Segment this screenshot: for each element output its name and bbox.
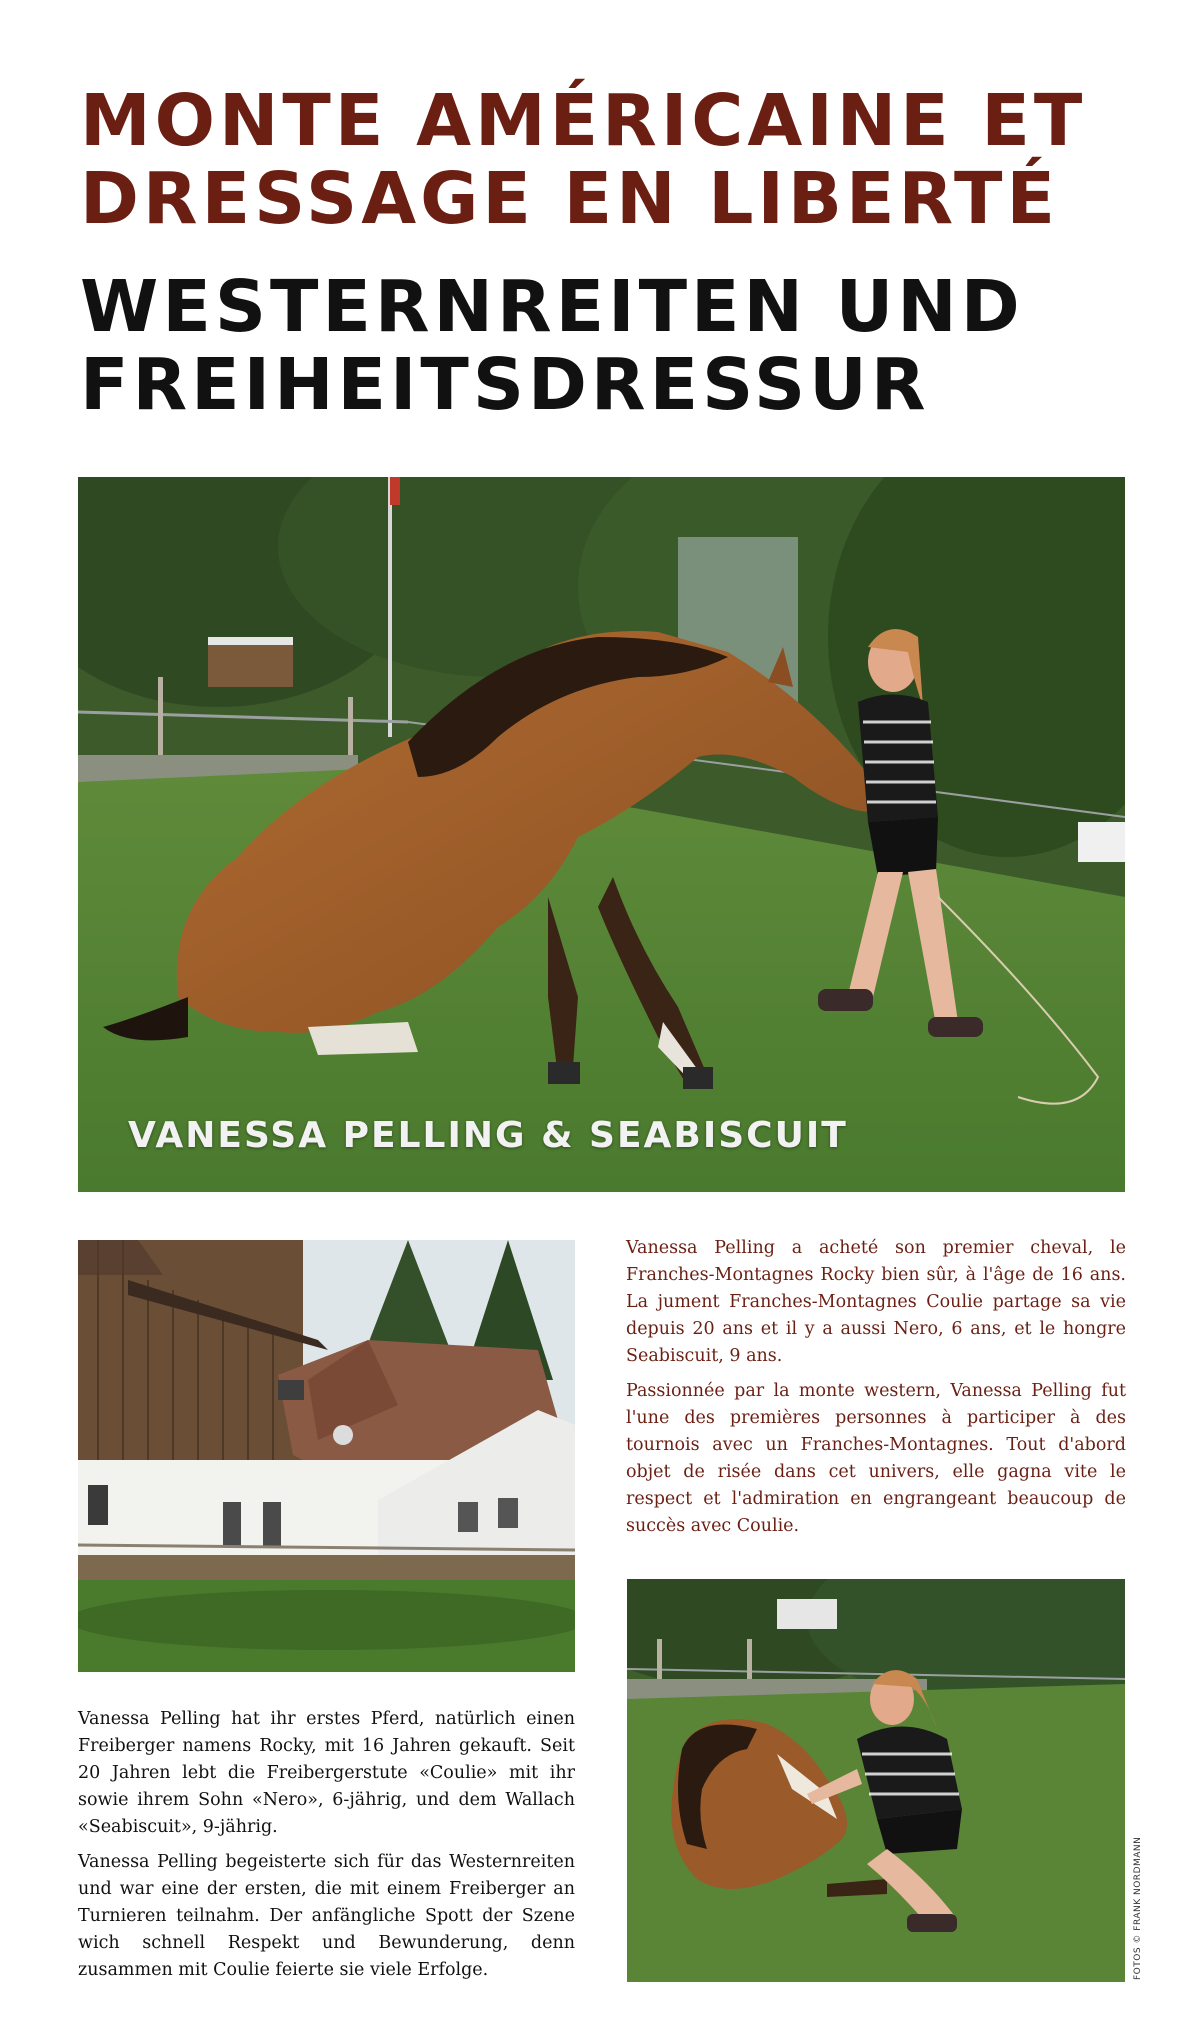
photo-credit: FOTOS © FRANK NORDMANN bbox=[1133, 1836, 1143, 1980]
handler-with-lying-horse-illustration bbox=[627, 1579, 1125, 1982]
french-text-block bbox=[626, 1235, 1126, 1548]
french-paragraph-2: Passionnée par la monte western, Vanessa Pelling fut l'une des premières personnes à participer à des tournois avec un Franches-Montagnes. Tout d'abord objet de risée dans cet univers, elle gagna vite le respect et l'admiration en engrangeant beaucoup de succès avec Coulie. bbox=[626, 1381, 1126, 1536]
farmhouse-photo-illustration bbox=[78, 1240, 575, 1672]
hero-photo-illustration bbox=[78, 477, 1125, 1192]
hero-photo bbox=[78, 477, 1125, 1192]
title-german-line-1: WESTERNREITEN UND bbox=[80, 265, 1024, 348]
handler-with-lying-horse-photo bbox=[627, 1579, 1125, 1982]
title-german-line-2: FREIHEITSDRESSUR bbox=[80, 343, 930, 426]
german-paragraph-1: Vanessa Pelling hat ihr erstes Pferd, natürlich einen Freiberger namens Rocky, mit 16 Jahren gekauft. Seit 20 Jahren lebt die Freibergerstute «Coulie» mit ihr sowie ihrem Sohn «Nero», 6-jährig, und dem Wallach «Seabiscuit», 9-jährig. bbox=[78, 1709, 575, 1837]
title-french-line-1: MONTE AMÉRICAINE ET bbox=[80, 79, 1087, 162]
german-text-block bbox=[78, 1706, 575, 1992]
title-french bbox=[80, 79, 1087, 240]
german-paragraph-2: Vanessa Pelling begeisterte sich für das Westernreiten und war eine der ersten, die mit einem Freiberger an Turnieren teilnahm. Der anfängliche Spott der Szene wich schnell Respekt und Bewunderung, denn zusammen mit Coulie feierte sie viele Erfolge. bbox=[78, 1852, 575, 1980]
farmhouse-photo bbox=[78, 1240, 575, 1672]
title-french-line-2: DRESSAGE EN LIBERTÉ bbox=[80, 157, 1059, 240]
title-german bbox=[80, 265, 1024, 426]
french-paragraph-1: Vanessa Pelling a acheté son premier cheval, le Franches-Montagnes Rocky bien sûr, à l'âge de 16 ans. La jument Franches-Montagnes Coulie partage sa vie depuis 20 ans et il y a aussi Nero, 6 ans, et le hongre Seabiscuit, 9 ans. bbox=[626, 1238, 1126, 1366]
hero-caption: VANESSA PELLING & SEABISCUIT bbox=[128, 1115, 848, 1156]
